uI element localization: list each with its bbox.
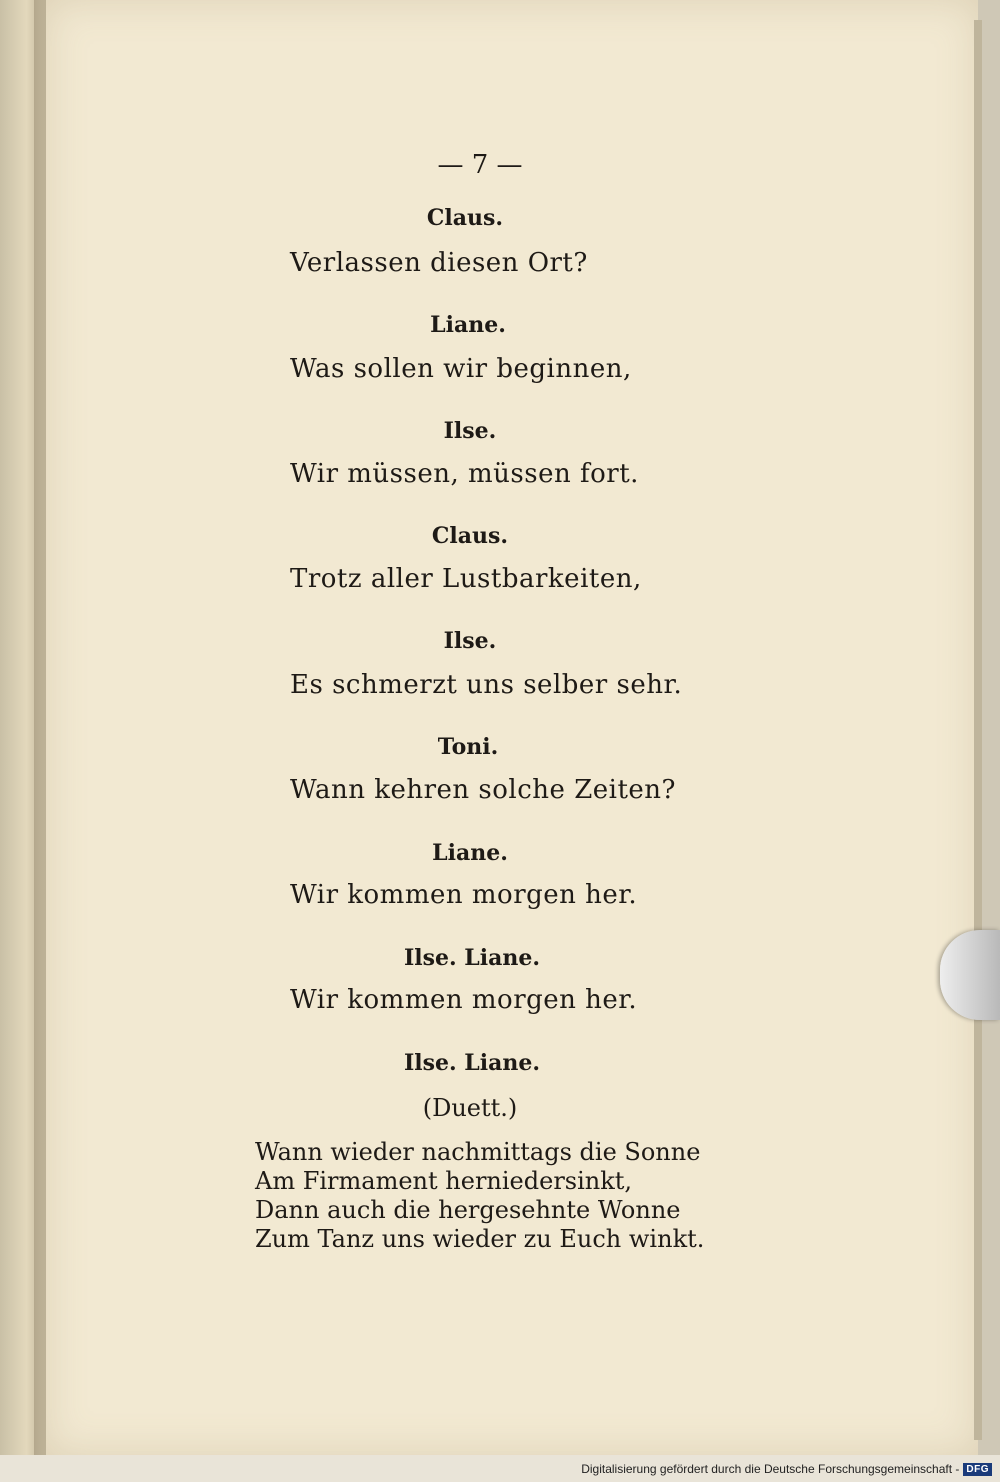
speaker-liane-1: Liane. <box>430 312 506 338</box>
dialogue-line-4: Trotz aller Lustbarkeiten, <box>290 564 642 594</box>
digitization-credit <box>581 1462 992 1476</box>
speaker-claus-1: Claus. <box>426 205 504 231</box>
dfg-logo: DFG <box>963 1463 992 1476</box>
credit-text: Digitalisierung gefördert durch die Deutsche Forschungsgemeinschaft - <box>581 1462 960 1476</box>
page-right-edge <box>974 20 982 1440</box>
stage-direction: (Duett.) <box>422 1094 518 1122</box>
speaker-claus-2: Claus. <box>431 523 509 549</box>
dialogue-line-6: Wann kehren solche Zeiten? <box>290 775 676 805</box>
verse-line-4: Zum Tanz uns wieder zu Euch winkt. <box>255 1225 705 1253</box>
dialogue-line-3: Wir müssen, müssen fort. <box>290 459 639 489</box>
book-gutter <box>34 0 46 1482</box>
speaker-ilse-liane-1: Ilse. Liane. <box>403 945 541 971</box>
verse-line-1: Wann wieder nachmittags die Sonne <box>255 1138 701 1166</box>
speaker-ilse-1: Ilse. <box>443 418 497 444</box>
duett-verse <box>255 1138 704 1254</box>
speaker-ilse-liane-2: Ilse. Liane. <box>403 1050 541 1076</box>
speaker-toni: Toni. <box>437 734 499 760</box>
speaker-ilse-2: Ilse. <box>443 628 497 654</box>
page-number: — 7 — <box>437 150 523 180</box>
dialogue-line-8: Wir kommen morgen her. <box>290 985 638 1015</box>
dialogue-line-1: Verlassen diesen Ort? <box>290 248 588 278</box>
verse-line-3: Dann auch die hergesehnte Wonne <box>255 1196 681 1224</box>
dialogue-line-2: Was sollen wir beginnen, <box>290 354 632 384</box>
dialogue-line-7: Wir kommen morgen her. <box>290 880 638 910</box>
speaker-liane-2: Liane. <box>432 840 508 866</box>
verse-line-2: Am Firmament herniedersinkt, <box>255 1167 633 1195</box>
dialogue-line-5: Es schmerzt uns selber sehr. <box>290 670 683 700</box>
